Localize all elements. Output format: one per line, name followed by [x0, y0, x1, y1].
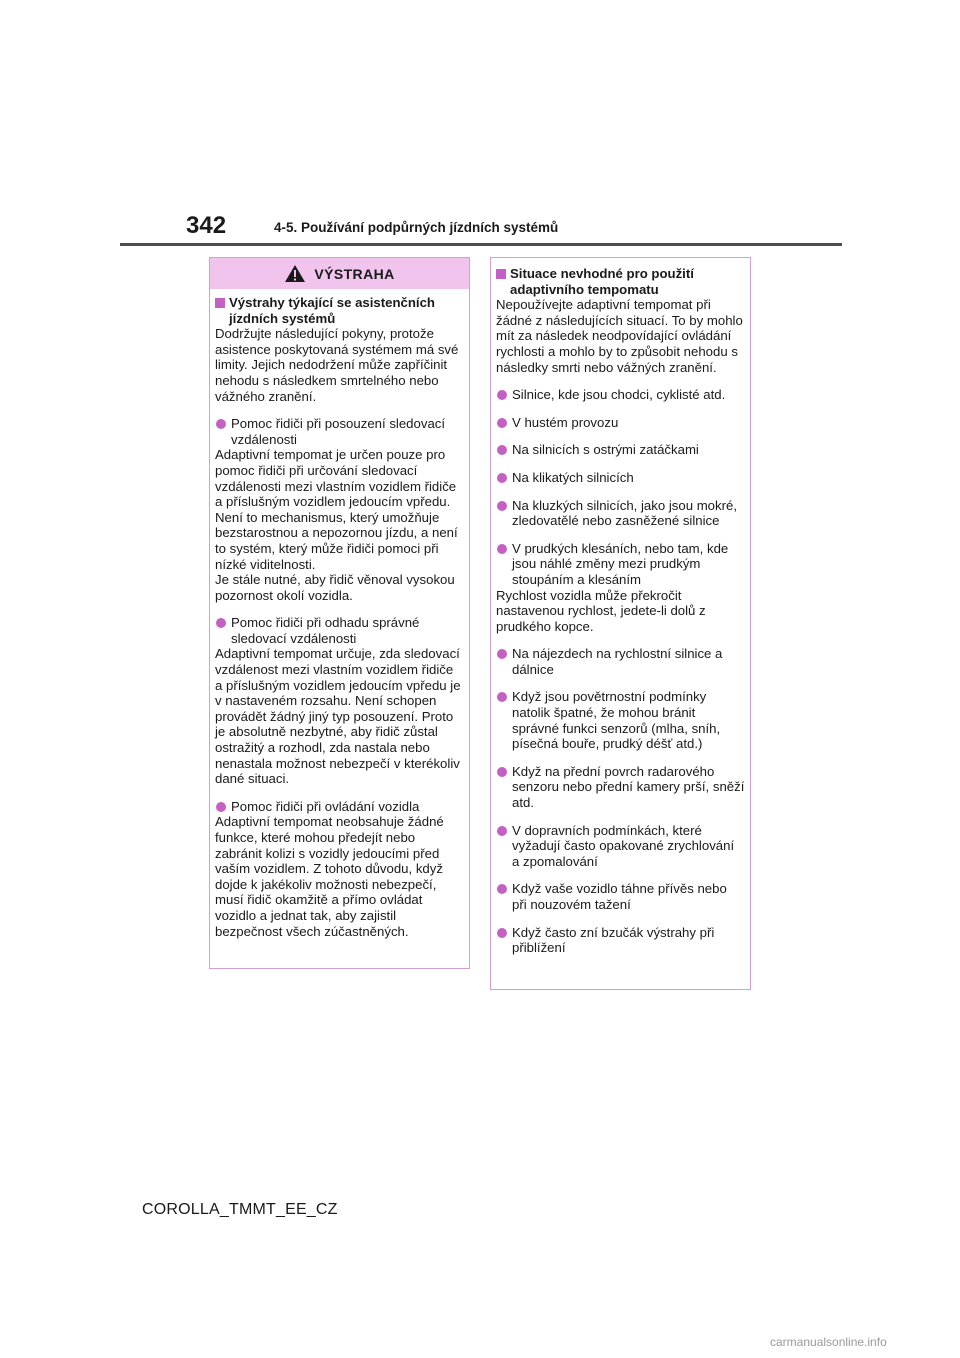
round-bullet-icon [497, 418, 507, 428]
unsuitable-situations-box [490, 257, 751, 990]
round-bullet-icon [216, 618, 226, 628]
round-bullet-icon [497, 649, 507, 659]
warning-title: VÝSTRAHA [314, 265, 395, 282]
round-bullet-icon [216, 419, 226, 429]
round-bullet-icon [497, 473, 507, 483]
situation-bullet: Na silnicích s ostrými zatáčkami [496, 442, 745, 458]
watermark: carmanualsonline.info [770, 1335, 887, 1349]
warning-bullet: Pomoc řidiči při odhadu správné sledovací vzdálenosti [215, 615, 464, 646]
square-bullet-icon [496, 269, 506, 279]
round-bullet-icon [497, 544, 507, 554]
situation-bullet: Když často zní bzučák výstrahy při přiblížení [496, 925, 745, 956]
warning-paragraph: Adaptivní tempomat je určen pouze pro pomoc řidiči při určování sledovací vzdálenosti mezi vlastním vozidlem řidiče a příslušným vozidlem jedoucím vpředu. Není to mechanismus, který umožňuje bezstarostnou a nepozornou jízdu, a není to systém, který může řidiči pomoci při nízké viditelnosti. [215, 447, 458, 572]
square-bullet-icon [215, 298, 225, 308]
situation-bullet: V dopravních podmínkách, které vyžadují často opakované zrychlování a zpomalování [496, 823, 745, 870]
round-bullet-icon [497, 692, 507, 702]
warning-bullet: Pomoc řidiči při ovládání vozidla [215, 799, 464, 815]
situation-bullet: Na kluzkých silnicích, jako jsou mokré, zledovatělé nebo zasněžené silnice [496, 498, 745, 529]
situation-bullet: Na nájezdech na rychlostní silnice a dálnice [496, 646, 745, 677]
round-bullet-icon [497, 884, 507, 894]
chapter-title: 4-5. Používání podpůrných jízdních systémů [274, 220, 559, 235]
page-number: 342 [186, 212, 227, 239]
warning-triangle-icon [284, 264, 306, 283]
round-bullet-icon [497, 501, 507, 511]
warning-body [210, 289, 469, 939]
footer-model-code: COROLLA_TMMT_EE_CZ [142, 1201, 338, 1218]
round-bullet-icon [216, 802, 226, 812]
warning-section-title: Výstrahy týkající se asistenčních jízdních systémů [215, 295, 464, 326]
round-bullet-icon [497, 928, 507, 938]
warning-paragraph: Je stále nutné, aby řidič věnoval vysokou pozornost okolí vozidla. [215, 572, 455, 603]
situation-bullet: V prudkých klesáních, nebo tam, kde jsou náhlé změny mezi prudkým stoupáním a klesáním [496, 541, 745, 588]
unsuitable-section-title: Situace nevhodné pro použití adaptivního tempomatu [496, 266, 745, 297]
situation-bullet: Když jsou povětrnostní podmínky natolik špatné, že mohou bránit správné funkci senzorů (mlha, sníh, písečná bouře, prudký déšť atd.) [496, 689, 745, 751]
page-header [120, 212, 842, 246]
warning-paragraph: Adaptivní tempomat určuje, zda sledovací vzdálenost mezi vlastním vozidlem řidiče a příslušným vozidlem jedoucím vpředu je v nastaveném rozsahu. Není schopen provádět žádný jiný typ posouzení. Proto je absolutně nezbytné, aby řidič zůstal ostražitý a rozhodl, zda nastala nebo nenastala možnost nebezpečí v kterékoliv dané situaci. [215, 646, 461, 787]
warning-box [209, 257, 470, 969]
warning-header [210, 258, 469, 289]
warning-bullet: Pomoc řidiči při posouzení sledovací vzdálenosti [215, 416, 464, 447]
situation-note: Rychlost vozidla může překročit nastavenou rychlost, jedete-li dolů z prudkého kopce. [496, 587, 706, 634]
round-bullet-icon [497, 390, 507, 400]
round-bullet-icon [497, 826, 507, 836]
situation-bullet: Když vaše vozidlo táhne přívěs nebo při nouzovém tažení [496, 881, 745, 912]
warning-intro: Dodržujte následující pokyny, protože asistence poskytovaná systémem má své limity. Jejich nedodržení může zapříčinit nehodu s následkem smrtelného nebo vážného zranění. [215, 326, 459, 404]
situation-bullet: Na klikatých silnicích [496, 470, 745, 486]
situation-bullet: V hustém provozu [496, 415, 745, 431]
situation-bullet: Silnice, kde jsou chodci, cyklisté atd. [496, 387, 745, 403]
round-bullet-icon [497, 445, 507, 455]
warning-paragraph: Adaptivní tempomat neobsahuje žádné funkce, které mohou předejít nebo zabránit kolizi s vozidly jedoucími před vaším vozidlem. Z tohoto důvodu, když dojde k jakékoliv možnosti nebezpečí, musí řidič okamžitě a přímo ovládat vozidlo a jednat tak, aby zajistil bezpečnost všech zúčastněných. [215, 814, 444, 939]
round-bullet-icon [497, 767, 507, 777]
unsuitable-intro: Nepoužívejte adaptivní tempomat při žádné z následujících situací. To by mohlo mít za následek neodpovídající ovládání rychlosti a mohlo by to způsobit nehodu s následky smrti nebo vážných zranění. [496, 297, 743, 375]
situation-bullet: Když na přední povrch radarového senzoru nebo přední kamery prší, sněží atd. [496, 764, 745, 811]
